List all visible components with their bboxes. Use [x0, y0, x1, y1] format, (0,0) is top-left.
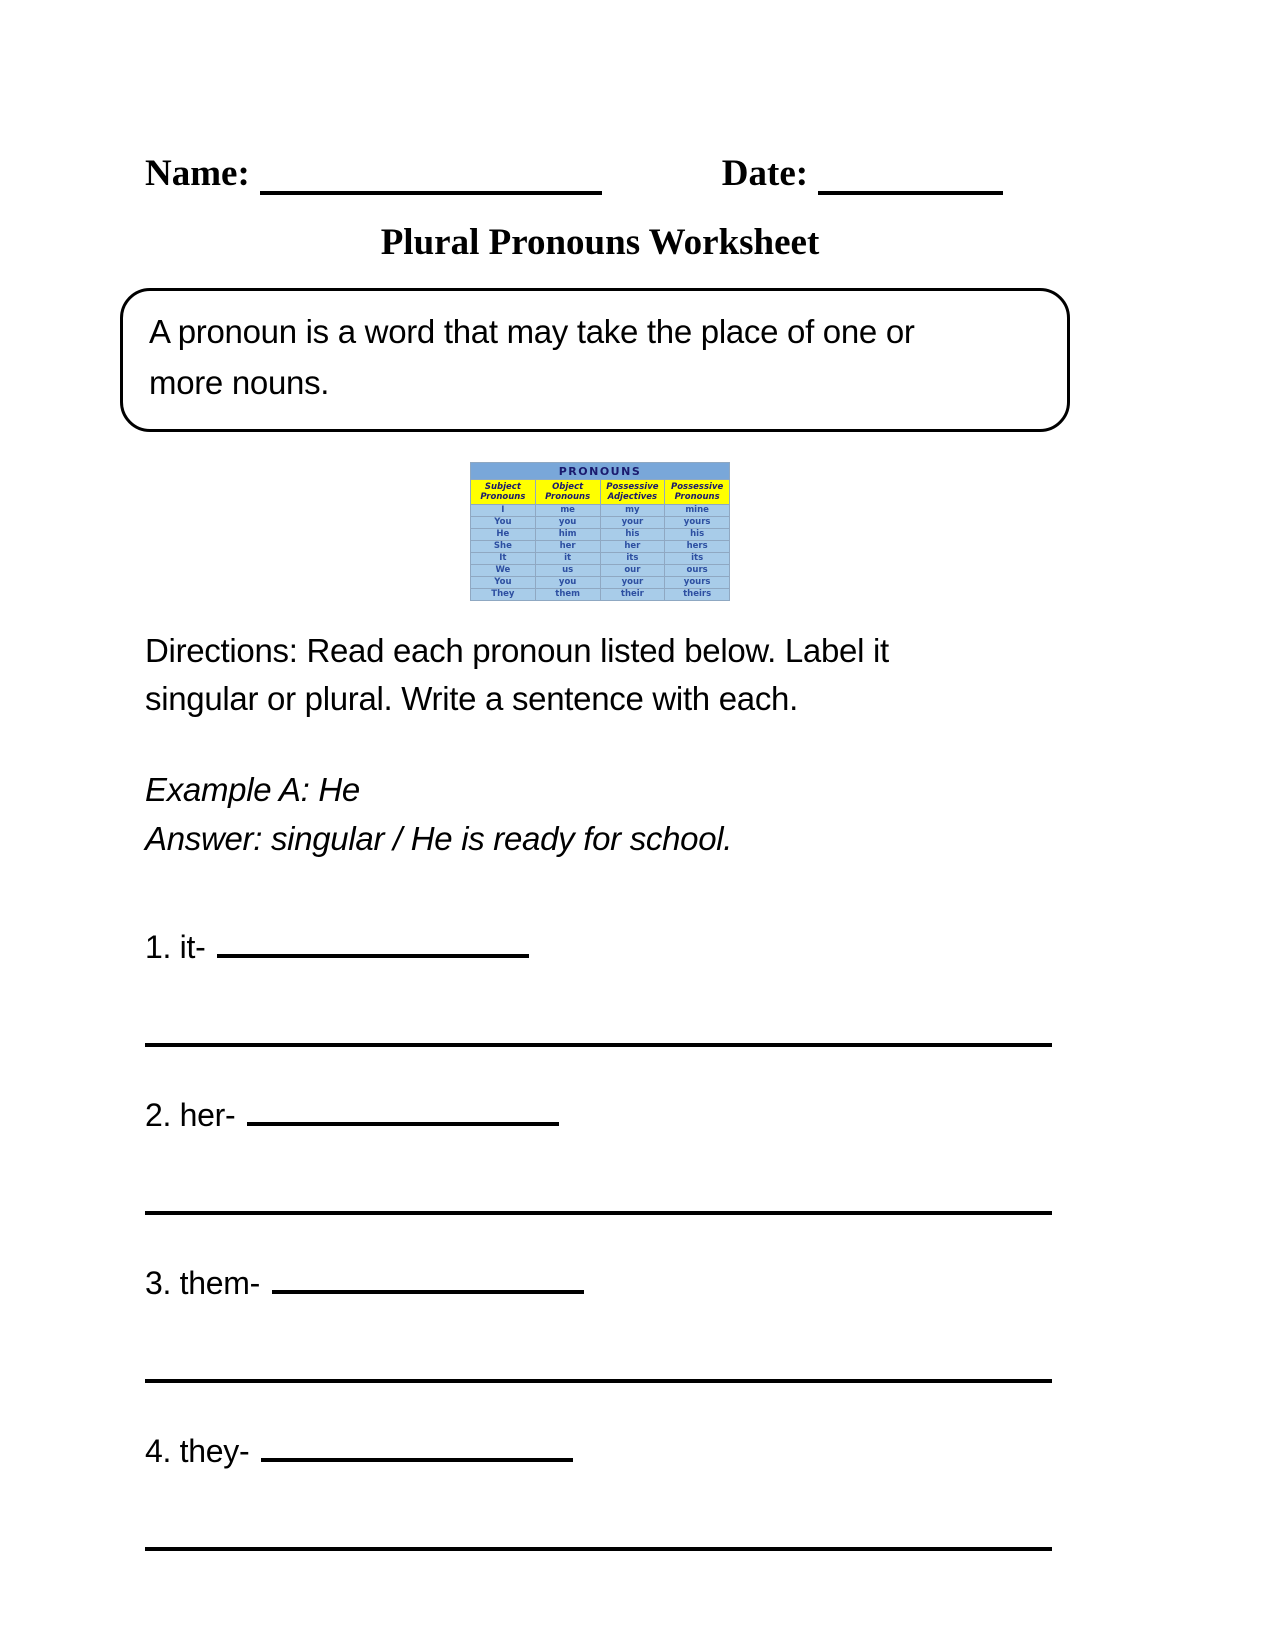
pronoun-table-cell: hers	[665, 541, 730, 553]
pronoun-table-cell: you	[535, 577, 600, 589]
pronoun-table-row	[471, 517, 730, 529]
question-2	[145, 1095, 1052, 1135]
definition-text: A pronoun is a word that may take the place of one or more nouns.	[149, 313, 915, 401]
sentence-blank-line	[145, 1379, 1052, 1383]
question-1	[145, 927, 1052, 967]
question-short-blank-line	[247, 1122, 559, 1126]
sentence-blank-line	[145, 1043, 1052, 1047]
pronoun-reference-table	[470, 462, 730, 601]
pronoun-table-cell: him	[535, 529, 600, 541]
pronoun-table-cell: mine	[665, 505, 730, 517]
directions-text: Directions: Read each pronoun listed below. Label it singular or plural. Write a sentence with each.	[145, 632, 889, 717]
question-label: 1. it-	[145, 929, 206, 965]
name-label: Name:	[145, 153, 250, 194]
pronoun-table-column-header: Possessive Pronouns	[665, 480, 730, 505]
pronoun-table-cell: It	[471, 553, 536, 565]
question-4	[145, 1431, 1052, 1471]
pronoun-table-cell: yours	[665, 577, 730, 589]
pronoun-table-row	[471, 577, 730, 589]
pronoun-table-row	[471, 553, 730, 565]
pronoun-table-cell: They	[471, 589, 536, 601]
pronoun-table-column-header: Subject Pronouns	[471, 480, 536, 505]
pronoun-table-cell: your	[600, 517, 665, 529]
pronoun-table-cell: He	[471, 529, 536, 541]
pronoun-table-row	[471, 529, 730, 541]
pronoun-table-cell: me	[535, 505, 600, 517]
pronoun-table-cell: She	[471, 541, 536, 553]
question-short-blank-line	[217, 954, 529, 958]
definition-box	[120, 288, 1070, 432]
sentence-blank-line	[145, 1547, 1052, 1551]
question-label: 3. them-	[145, 1265, 260, 1301]
pronoun-table-cell: my	[600, 505, 665, 517]
pronoun-table-cell: ours	[665, 565, 730, 577]
pronoun-table-row	[471, 565, 730, 577]
pronoun-table-cell: its	[665, 553, 730, 565]
sentence-blank-line	[145, 1211, 1052, 1215]
question-short-blank-line	[272, 1290, 584, 1294]
pronoun-table-row	[471, 541, 730, 553]
pronoun-table-column-header: Object Pronouns	[535, 480, 600, 505]
pronoun-table-column-header: Possessive Adjectives	[600, 480, 665, 505]
pronoun-table-cell: yours	[665, 517, 730, 529]
pronoun-table-cell: theirs	[665, 589, 730, 601]
pronoun-table-row	[471, 589, 730, 601]
pronoun-table-body	[471, 505, 730, 601]
date-label: Date:	[721, 153, 809, 194]
question-label: 2. her-	[145, 1097, 236, 1133]
date-blank-line	[818, 191, 1003, 195]
page-title: Plural Pronouns Worksheet	[380, 222, 820, 263]
pronoun-table-cell: it	[535, 553, 600, 565]
pronoun-table-cell: her	[535, 541, 600, 553]
name-blank-line	[260, 191, 602, 195]
pronoun-table-cell: his	[600, 529, 665, 541]
question-short-blank-line	[261, 1458, 573, 1462]
example-block	[145, 765, 1275, 863]
pronoun-table-cell: our	[600, 565, 665, 577]
pronoun-table-cell: her	[600, 541, 665, 553]
pronoun-table-cell: us	[535, 565, 600, 577]
pronoun-table-cell: you	[535, 517, 600, 529]
pronoun-table-cell: their	[600, 589, 665, 601]
pronoun-table-cell: his	[665, 529, 730, 541]
pronoun-table-cell: We	[471, 565, 536, 577]
pronoun-table-cell: I	[471, 505, 536, 517]
pronoun-table-header-row	[471, 480, 730, 505]
questions-section	[145, 927, 1052, 1551]
example-prompt: Example A: He	[145, 771, 360, 808]
pronoun-table-cell: You	[471, 577, 536, 589]
pronoun-table-row	[471, 505, 730, 517]
pronoun-table-cell: its	[600, 553, 665, 565]
name-date-row	[145, 152, 1055, 195]
example-answer: Answer: singular / He is ready for school.	[145, 820, 733, 857]
pronoun-table-cell: You	[471, 517, 536, 529]
pronoun-table-wrap	[145, 462, 1055, 601]
question-3	[145, 1263, 1052, 1303]
question-label: 4. they-	[145, 1433, 250, 1469]
pronoun-table-cell: them	[535, 589, 600, 601]
pronoun-table-cell: your	[600, 577, 665, 589]
pronoun-table-title: PRONOUNS	[471, 463, 730, 480]
